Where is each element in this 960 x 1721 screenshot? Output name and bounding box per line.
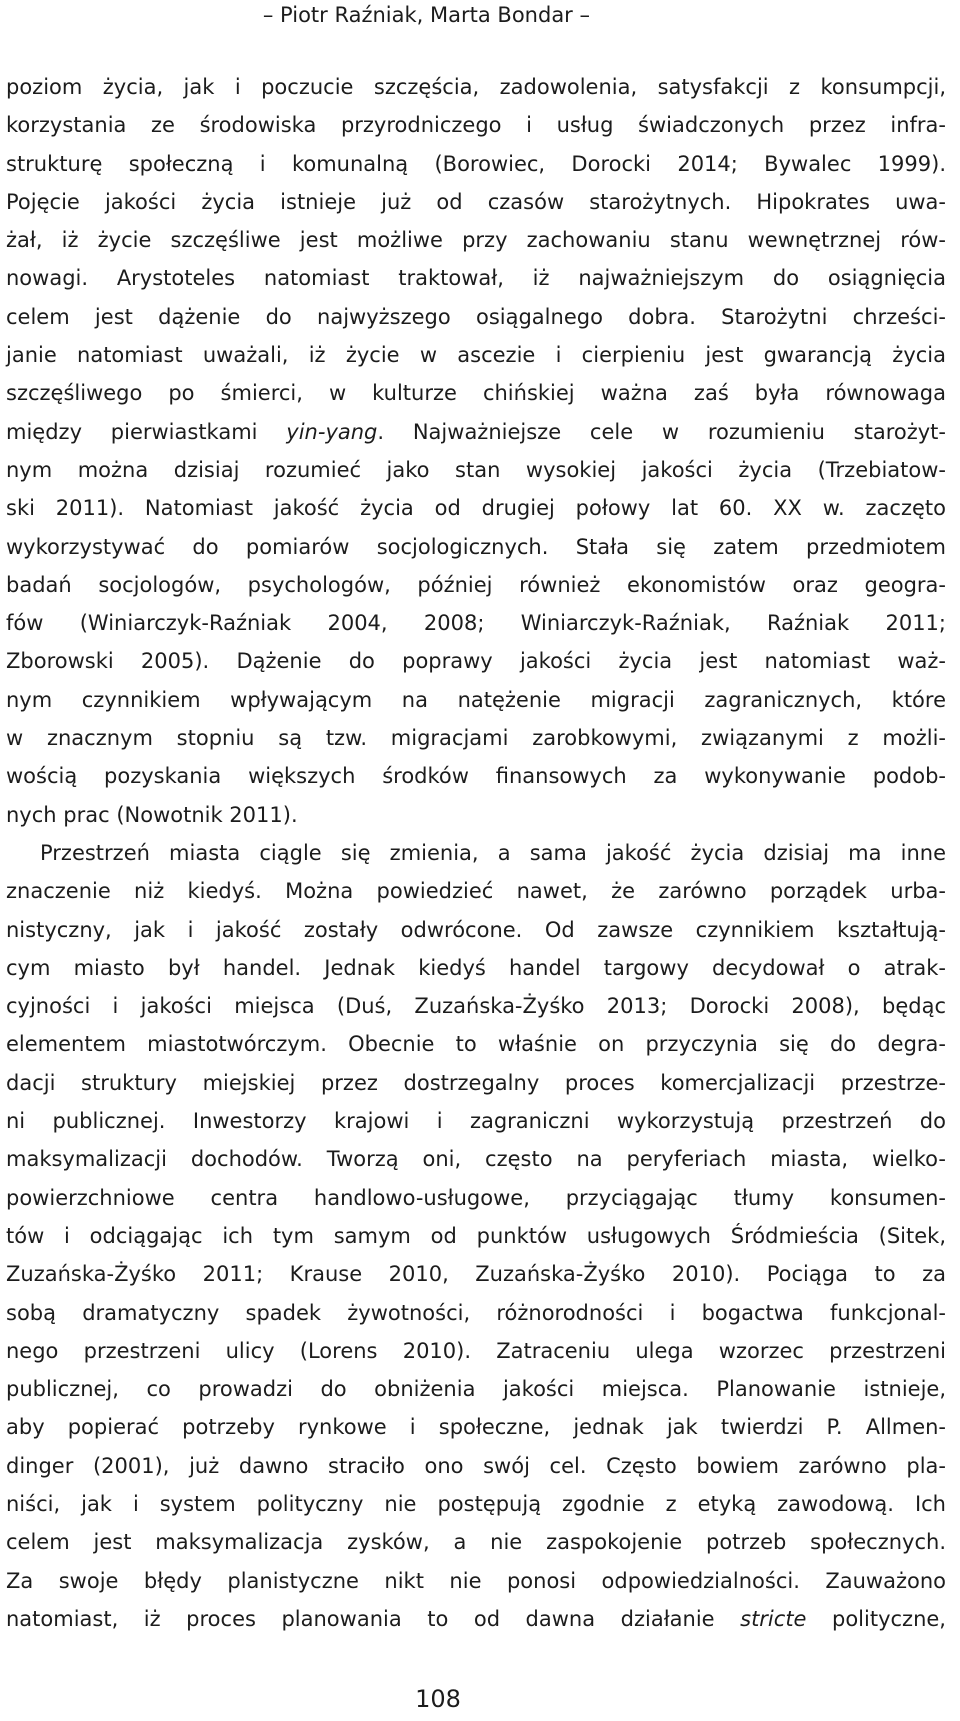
text-line: aby popierać potrzeby rynkowe i społeczne, jednak jak twierdzi P. Allmen-: [6, 1415, 946, 1440]
text-line: nych prac (Nowotnik 2011).: [6, 802, 298, 827]
text-line: Zuzańska-Żyśko 2011; Krause 2010, Zuzańska-Żyśko 2010). Pociąga to za: [6, 1262, 946, 1287]
text-line: nym można dzisiaj rozumieć jako stan wysokiej jakości życia (Trzebiatow-: [6, 457, 946, 482]
text-line: ski 2011). Natomiast jakość życia od drugiej połowy lat 60. XX w. zaczęto: [6, 496, 946, 521]
text-line: nistyczny, jak i jakość zostały odwrócone. Od zawsze czynnikiem kształtują-: [6, 917, 946, 942]
text-line: niści, jak i system polityczny nie postępują zgodnie z etyką zawodową. Ich: [6, 1491, 946, 1516]
text-line: publicznej, co prowadzi do obniżenia jakości miejsca. Planowanie istnieje,: [6, 1377, 946, 1402]
text-line: nym czynnikiem wpływającym na natężenie migracji zagranicznych, które: [6, 687, 946, 712]
text-line: tów i odciągając ich tym samym od punktów usługowych Śródmieścia (Sitek,: [6, 1223, 946, 1248]
text-line: szczęśliwego po śmierci, w kulturze chińskiej ważna zaś była równowaga: [6, 381, 946, 406]
italic-term: yin-yang: [286, 419, 378, 444]
text-line: celem jest dążenie do najwyższego osiągalnego dobra. Starożytni chrześci-: [6, 304, 946, 329]
text-line: celem jest maksymalizacja zysków, a nie zaspokojenie potrzeb społecznych.: [6, 1530, 946, 1555]
text-line: badań socjologów, psychologów, później również ekonomistów oraz geogra-: [6, 572, 946, 597]
text-line: powierzchniowe centra handlowo-usługowe, przyciągając tłumy konsumen-: [6, 1185, 946, 1210]
text-line: dinger (2001), już dawno straciło ono swój cel. Często bowiem zarówno pla-: [6, 1453, 946, 1478]
text-line: nowagi. Arystoteles natomiast traktował, iż najważniejszym do osiągnięcia: [6, 266, 946, 291]
text-segment: . Najważniejsze cele w rozumieniu starożyt-: [377, 419, 946, 444]
text-line: Zborowski 2005). Dążenie do poprawy jakości życia jest natomiast waż-: [6, 649, 946, 674]
text-line: Pojęcie jakości życia istnieje już od czasów starożytnych. Hipokrates uwa-: [6, 189, 946, 214]
page-number: 108: [415, 1685, 461, 1713]
text-line: ni publicznej. Inwestorzy krajowi i zagraniczni wykorzystują przestrzeń do: [6, 1109, 946, 1134]
italic-term: stricte: [740, 1606, 807, 1631]
text-line: wością pozyskania większych środków finansowych za wykonywanie podob-: [6, 764, 946, 789]
text-line: wykorzystywać do pomiarów socjologicznych. Stała się zatem przedmiotem: [6, 534, 946, 559]
body-text: [6, 68, 946, 1638]
text-line: sobą dramatyczny spadek żywotności, różnorodności i bogactwa funkcjonal-: [6, 1300, 946, 1325]
text-line: żał, iż życie szczęśliwe jest możliwe przy zachowaniu stanu wewnętrznej rów-: [6, 228, 946, 253]
text-line: znaczenie niż kiedyś. Można powiedzieć nawet, że zarówno porządek urba-: [6, 879, 946, 904]
text-segment: polityczne,: [806, 1606, 946, 1631]
text-line: elementem miastotwórczym. Obecnie to właśnie on przyczynia się do degra-: [6, 1032, 946, 1057]
text-segment: między pierwiastkami: [6, 419, 287, 444]
text-line: dacji struktury miejskiej przez dostrzegalny proces komercjalizacji przestrze-: [6, 1070, 946, 1095]
text-line: nego przestrzeni ulicy (Lorens 2010). Zatraceniu ulega wzorzec przestrzeni: [6, 1338, 946, 1363]
text-line: [6, 1600, 946, 1638]
text-line: janie natomiast uważali, iż życie w ascezie i cierpieniu jest gwarancją życia: [6, 343, 946, 368]
text-line: cym miasto był handel. Jednak kiedyś handel targowy decydował o atrak-: [6, 955, 946, 980]
text-line: korzystania ze środowiska przyrodniczego i usług świadczonych przez infra-: [6, 113, 946, 138]
text-line: poziom życia, jak i poczucie szczęścia, zadowolenia, satysfakcji z konsumpcji,: [6, 75, 946, 99]
text-line: maksymalizacji dochodów. Tworzą oni, często na peryferiach miasta, wielko-: [6, 1147, 946, 1172]
paragraph-2: [6, 834, 946, 1638]
text-line: Za swoje błędy planistyczne nikt nie ponosi odpowiedzialności. Zauważono: [6, 1568, 946, 1593]
text-line: strukturę społeczną i komunalną (Borowiec, Dorocki 2014; Bywalec 1999).: [6, 151, 946, 176]
text-line: cyjności i jakości miejsca (Duś, Zuzańska-Żyśko 2013; Dorocki 2008), będąc: [6, 994, 946, 1019]
text-line: fów (Winiarczyk-Raźniak 2004, 2008; Winiarczyk-Raźniak, Raźniak 2011;: [6, 611, 946, 636]
text-segment: natomiast, iż proces planowania to od dawna działanie: [6, 1606, 741, 1631]
paragraph-1: [6, 68, 946, 834]
text-line: w znacznym stopniu są tzw. migracjami zarobkowymi, związanymi z możli-: [6, 726, 946, 751]
text-line: Przestrzeń miasta ciągle się zmienia, a sama jakość życia dzisiaj ma inne: [40, 840, 946, 865]
running-head-text: – Piotr Raźniak, Marta Bondar –: [262, 3, 590, 27]
text-line: [6, 413, 946, 451]
running-header: [0, 0, 960, 30]
